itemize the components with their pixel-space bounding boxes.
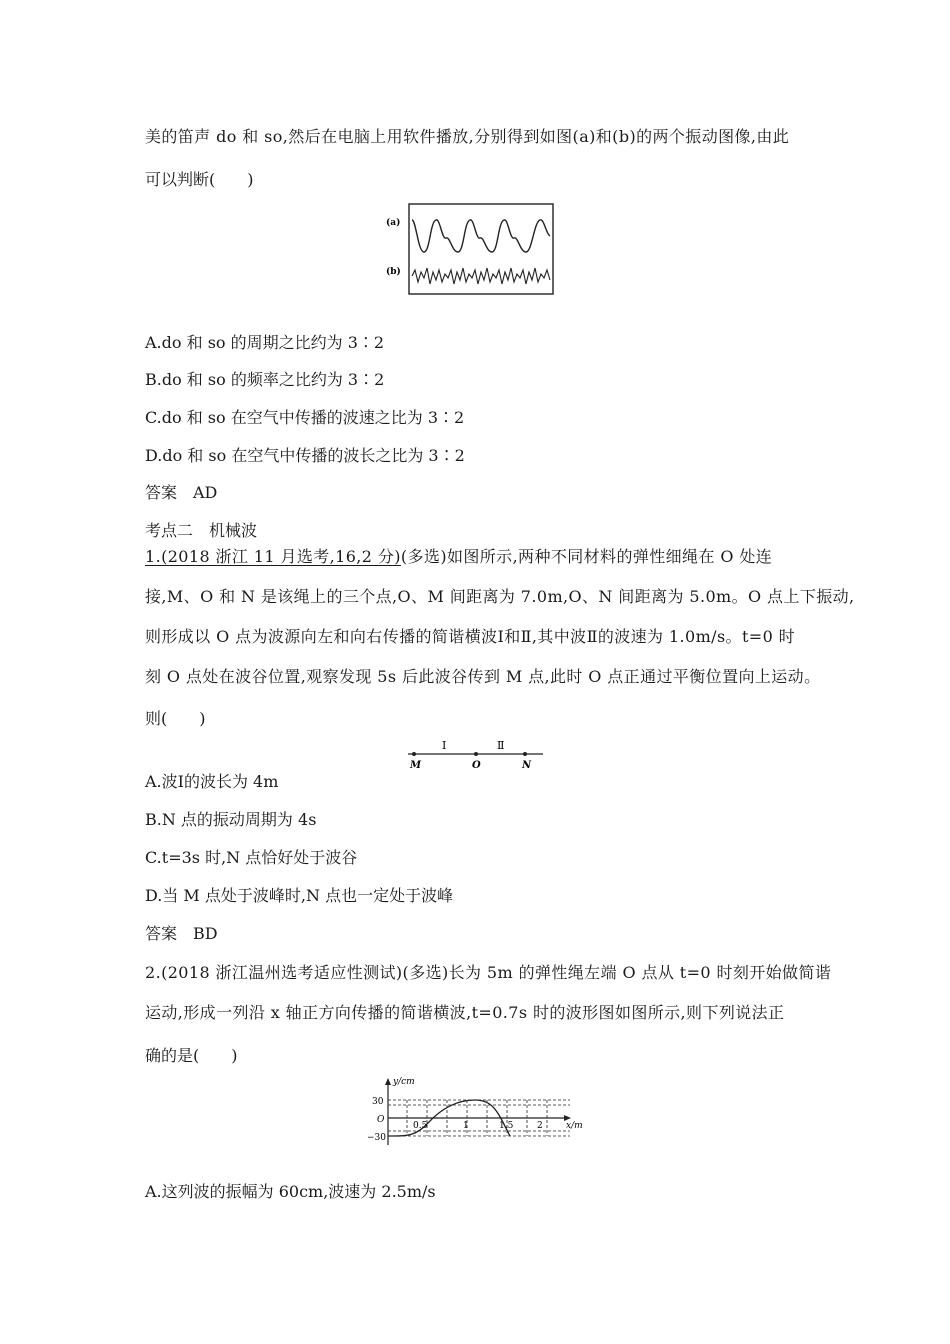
q2-line-3: 确的是( ) (145, 1046, 238, 1065)
label-o: O (472, 760, 481, 771)
q2-option-a: A.这列波的振幅为 60cm,波速为 2.5m/s (145, 1182, 436, 1201)
x-axis-label: x/m (566, 1121, 583, 1131)
waveform-b (412, 268, 550, 284)
section-title: 考点二 机械波 (145, 521, 258, 540)
wave-graph (360, 1075, 592, 1147)
q1-line-5: 则( ) (145, 709, 206, 728)
origin-label: O (377, 1115, 385, 1125)
point-n (523, 752, 527, 756)
intro-line-1: 美的笛声 do 和 so,然后在电脑上用软件播放,分别得到如图(a)和(b)的两个振动图像,由此 (145, 127, 790, 146)
q1-option-a: A.波Ⅰ的波长为 4m (145, 772, 279, 791)
label-b: (b) (386, 267, 401, 277)
x-tick-1-5: 1.5 (499, 1121, 514, 1131)
label-n: N (522, 760, 532, 771)
rope-figure (400, 738, 548, 772)
y-axis-label: y/cm (393, 1077, 415, 1087)
q2-line-1: 2.(2018 浙江温州选考适应性测试)(多选)长为 5m 的弹性绳左端 O 点从 t=0 时刻开始做简谐 (145, 963, 832, 982)
q1-line-2: 接,M、O 和 N 是该绳上的三个点,O、M 间距离为 7.0m,O、N 间距离为 5.0m。O 点上下振动, (145, 587, 855, 606)
prev-answer: 答案 AD (145, 483, 218, 502)
q1-line-4: 刻 O 点处在波谷位置,观察发现 5s 后此波谷传到 M 点,此时 O 点正通过平衡位置向上运动。 (145, 667, 821, 686)
point-o (474, 752, 478, 756)
x-tick-2: 2 (537, 1121, 543, 1131)
q2-line-2: 运动,形成一列沿 x 轴正方向传播的简谐横波,t=0.7s 时的波形图如图所示,则下列说法正 (145, 1003, 785, 1022)
q1-line-1 (145, 547, 772, 567)
intro-line-2: 可以判断( ) (145, 170, 254, 189)
q1-line-3: 则形成以 O 点为波源向左和向右传播的简谐横波Ⅰ和Ⅱ,其中波Ⅱ的波速为 1.0m/s。t=0 时 (145, 627, 796, 646)
x-tick-1: 1 (463, 1121, 469, 1131)
prev-option-a: A.do 和 so 的周期之比约为 3∶2 (145, 333, 385, 352)
y-tick-neg30: −30 (367, 1133, 386, 1143)
q1-option-b: B.N 点的振动周期为 4s (145, 810, 317, 829)
prev-option-c: C.do 和 so 在空气中传播的波速之比为 3∶2 (145, 408, 465, 427)
y-tick-30: 30 (372, 1097, 384, 1107)
prev-option-b: B.do 和 so 的频率之比约为 3∶2 (145, 370, 385, 389)
waveform-a (412, 220, 550, 252)
vibration-figure-ab (384, 200, 556, 298)
label-m: M (410, 760, 422, 771)
q1-source: 1.(2018 浙江 11 月选考,16,2 分) (145, 547, 401, 566)
q1-option-d: D.当 M 点处于波峰时,N 点也一定处于波峰 (145, 886, 454, 905)
q1-answer: 答案 BD (145, 924, 218, 943)
q1-option-c: C.t=3s 时,N 点恰好处于波谷 (145, 848, 358, 867)
q1-line-1-rest: (多选)如图所示,两种不同材料的弹性细绳在 O 处连 (400, 547, 773, 566)
label-a: (a) (386, 218, 401, 228)
prev-option-d: D.do 和 so 在空气中传播的波长之比为 3∶2 (145, 446, 465, 465)
label-wave-2: Ⅱ (497, 739, 505, 752)
label-wave-1: Ⅰ (442, 739, 447, 752)
point-m (412, 752, 416, 756)
x-tick-0-5: 0.5 (413, 1121, 428, 1131)
y-axis-arrow (385, 1078, 391, 1085)
